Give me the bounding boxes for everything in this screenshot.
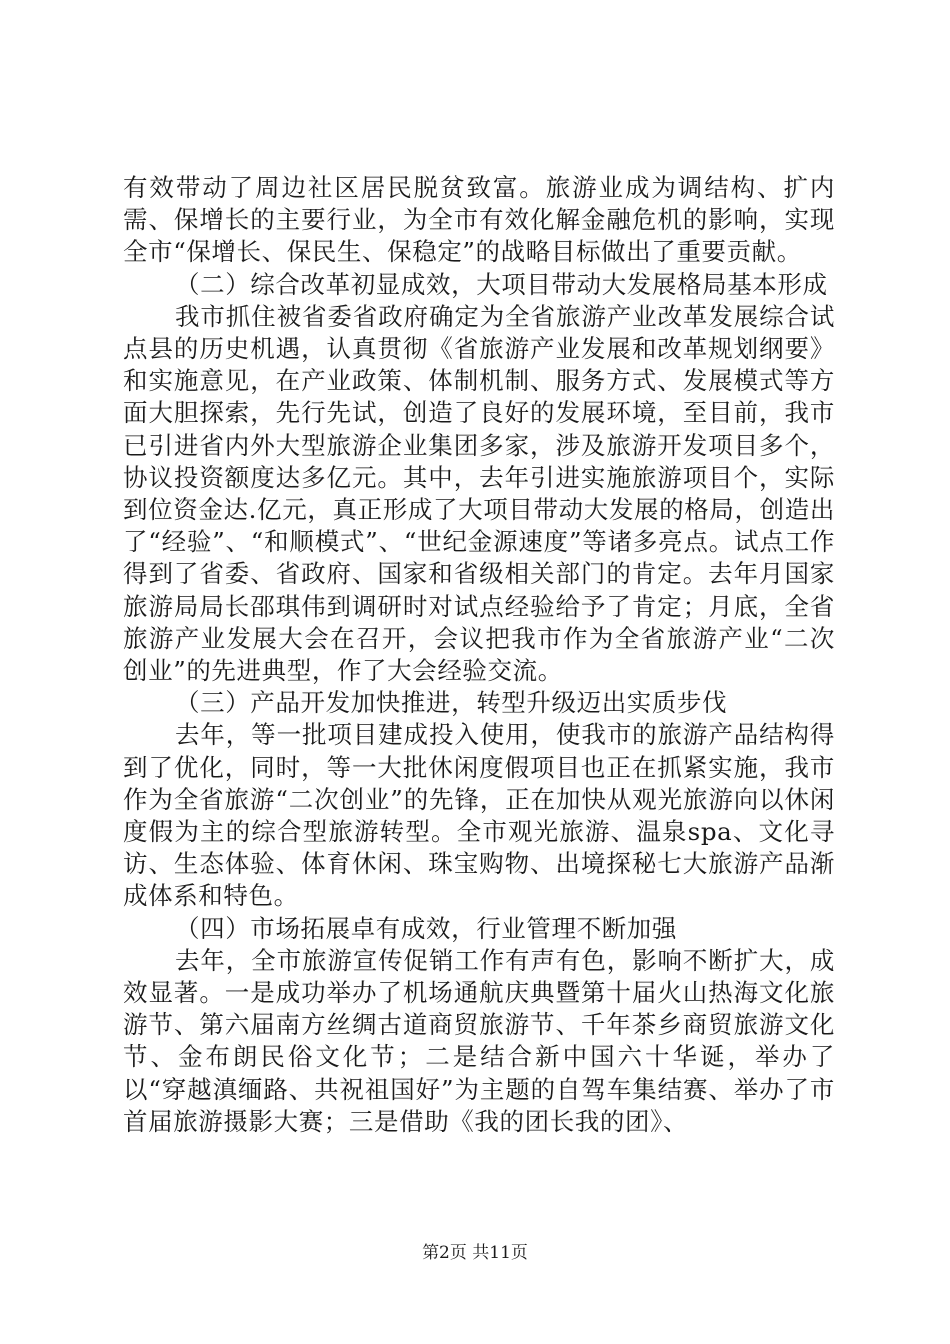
paragraph-products: 去年，等一批项目建成投入使用，使我市的旅游产品结构得到了优化，同时，等一大批休闲度假项目也正在抓紧实施，我市作为全省旅游“二次创业”的先锋，正在加快从观光旅游向以休闲度假为主的综合型旅游转型。全市观光旅游、温泉spa、文化寻访、生态体验、体育休闲、珠宝购物、出境探秘七大旅游产品渐成体系和特色。 [123, 720, 835, 911]
section-heading-4: （四）市场拓展卓有成效，行业管理不断加强 [175, 913, 677, 943]
section-heading-2: （二）综合改革初显成效，大项目带动大发展格局基本形成 [175, 269, 828, 299]
paragraph-reform: 我市抓住被省委省政府确定为全省旅游产业改革发展综合试点县的历史机遇，认真贯彻《省旅游产业发展和改革规划纲要》和实施意见，在产业政策、体制机制、服务方式、发展模式等方面大胆探索，先行先试，创造了良好的发展环境，至目前，我市已引进省内外大型旅游企业集团多家，涉及旅游开发项目多个，协议投资额度达多亿元。其中，去年引进实施旅游项目个，实际到位资金达.亿元，真正形成了大项目带动大发展的格局，创造出了“经验”、“和顺模式”、“世纪金源速度”等诸多亮点。试点工作得到了省委、省政府、国家和省级相关部门的肯定。去年月国家旅游局局长邵琪伟到调研时对试点经验给予了肯定；月底，全省旅游产业发展大会在召开，会议把我市作为全省旅游产业“二次创业”的先进典型，作了大会经验交流。 [123, 301, 835, 686]
page-footer: 第2页 共11页 [422, 1243, 528, 1263]
document-body [123, 172, 835, 1138]
paragraph-continuation: 有效带动了周边社区居民脱贫致富。旅游业成为调结构、扩内需、保增长的主要行业，为全市有效化解金融危机的影响，实现全市“保增长、保民生、保稳定”的战略目标做出了重要贡献。 [123, 173, 835, 267]
paragraph-market: 去年，全市旅游宣传促销工作有声有色，影响不断扩大，成效显著。一是成功举办了机场通航庆典暨第十届火山热海文化旅游节、第六届南方丝绸古道商贸旅游节、千年茶乡商贸旅游文化节、金布朗民俗文化节；二是结合新中国六十华诞，举办了以“穿越滇缅路、共祝祖国好”为主题的自驾车集结赛、举办了市首届旅游摄影大赛；三是借助《我的团长我的团》、 [123, 945, 835, 1136]
section-heading-3: （三）产品开发加快推进，转型升级迈出实质步伐 [175, 688, 728, 718]
